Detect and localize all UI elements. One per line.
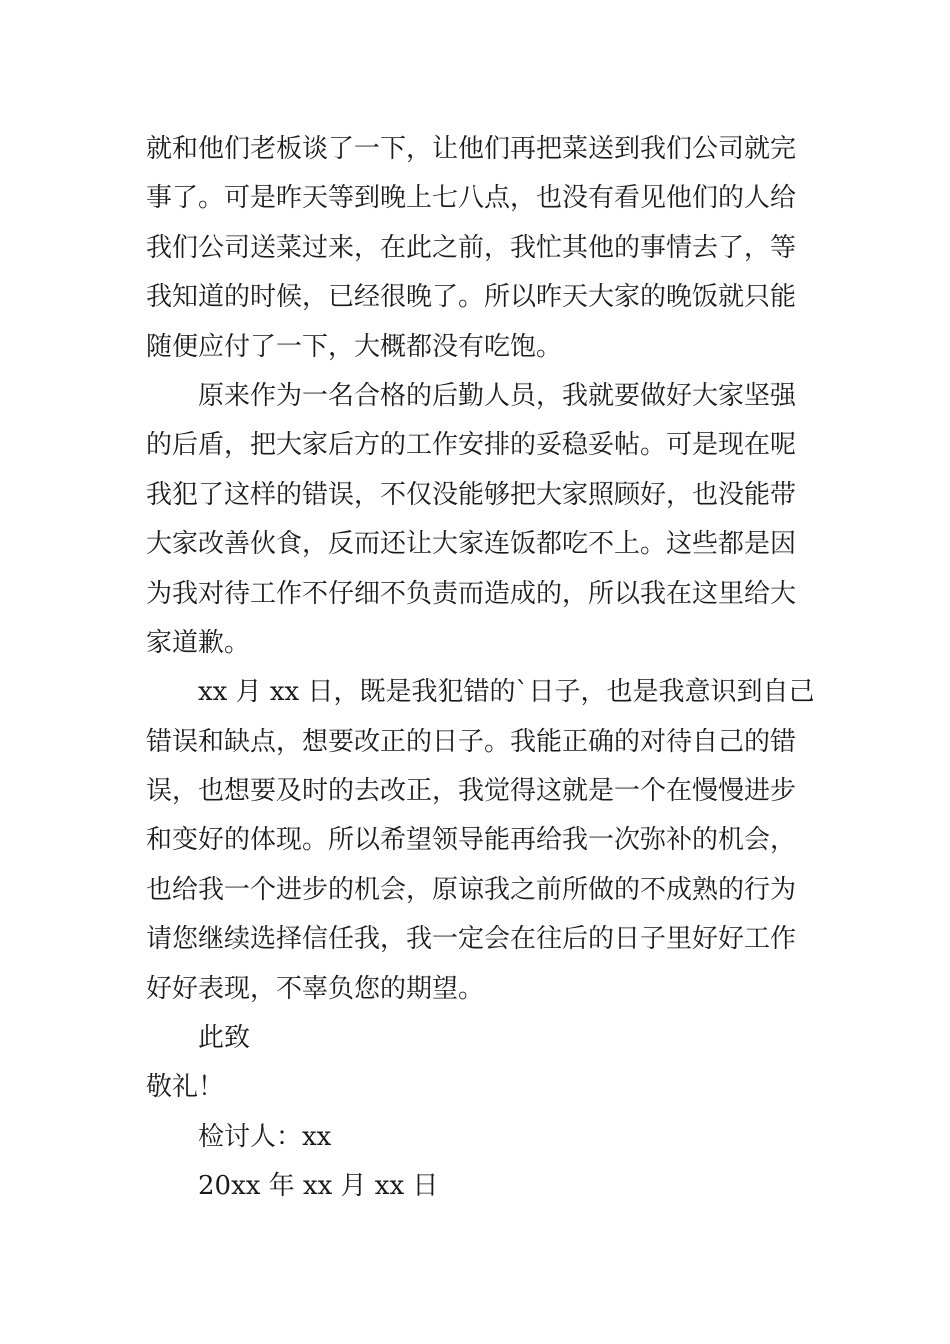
text-line: 就和他们老板谈了一下，让他们再把菜送到我们公司就完 <box>146 134 797 164</box>
text-line: 错误和缺点，想要改正的日子。我能正确的对待自己的错 <box>146 726 797 757</box>
signature: 检讨人：xx <box>198 1121 332 1152</box>
text-line: 的后盾，把大家后方的工作安排的妥稳妥帖。可是现在呢 <box>146 430 797 461</box>
paragraph-3 <box>146 668 815 1014</box>
text-line: 家道歉。 <box>146 627 251 658</box>
paragraph-2 <box>146 372 810 668</box>
text-line: 我们公司送菜过来，在此之前，我忙其他的事情去了，等 <box>146 232 797 263</box>
text-line: 请您继续选择信任我，我一定会在往后的日子里好好工作 <box>146 924 797 955</box>
paragraph-1 <box>146 125 810 372</box>
text-line: 我知道的时候，已经很晚了。所以昨天大家的晚饭就只能 <box>146 282 797 313</box>
text-line: 我犯了这样的错误，不仅没能够把大家照顾好，也没能带 <box>146 479 797 510</box>
text-line: 原来作为一名合格的后勤人员，我就要做好大家坚强 <box>198 380 797 411</box>
text-line: 大家改善伙食，反而还让大家连饭都吃不上。这些都是因 <box>146 529 797 560</box>
text-line: 随便应付了一下，大概都没有吃饱。 <box>146 331 563 362</box>
text-line: 好好表现，不辜负您的期望。 <box>146 973 485 1004</box>
document-body <box>146 125 815 1212</box>
date-line: 20xx 年 xx 月 xx 日 <box>198 1171 439 1202</box>
text-line: 误，也想要及时的去改正，我觉得这就是一个在慢慢进步 <box>146 776 797 807</box>
closing-phrase: 此致 <box>198 1023 251 1054</box>
text-line: 也给我一个进步的机会，原谅我之前所做的不成熟的行为 <box>146 874 797 905</box>
salutation: 敬礼！ <box>146 1072 225 1103</box>
text-line: 和变好的体现。所以希望领导能再给我一次弥补的机会， <box>146 825 797 856</box>
text-line: xx 月 xx 日，既是我犯错的`日子，也是我意识到自己 <box>198 677 815 708</box>
text-line: 事了。可是昨天等到晚上七八点，也没有看见他们的人给 <box>146 183 797 214</box>
text-line: 为我对待工作不仔细不负责而造成的，所以我在这里给大 <box>146 578 797 609</box>
